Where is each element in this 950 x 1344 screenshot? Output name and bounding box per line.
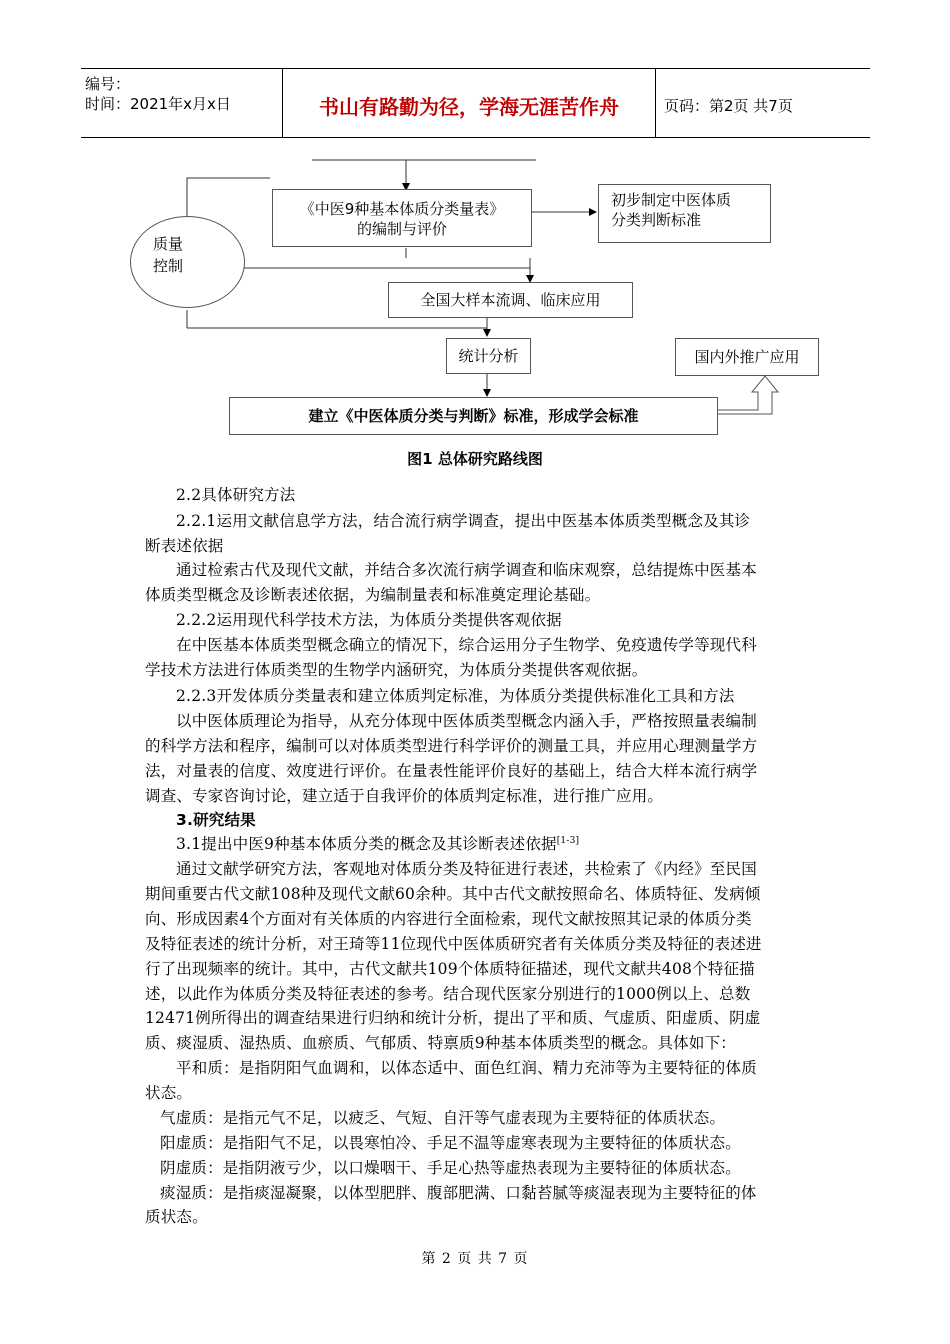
text-line: 状态。 — [145, 1084, 193, 1102]
box-statistics — [446, 338, 531, 374]
page-footer: 第 2 页 共 7 页 — [421, 1251, 529, 1267]
text-line: 断表述依据 — [145, 537, 224, 555]
section-2-2-3-heading: 2.2.3开发体质分类量表和建立体质判定标准，为体质分类提供标准化工具和方法 — [176, 687, 735, 705]
section-3-heading: 3.研究结果 — [176, 811, 256, 829]
section-2-2-2-heading: 2.2.2运用现代科学技术方法，为体质分类提供客观依据 — [176, 611, 562, 629]
box-national-survey — [388, 282, 633, 318]
text-line: 以中医体质理论为指导，从充分体现中医体质类型概念内涵入手，严格按照量表编制 — [176, 712, 757, 730]
text-line: 法，对量表的信度、效度进行评价。在量表性能评价良好的基础上，结合大样本流行病学 — [145, 762, 758, 780]
doc-number-label: 编号： — [85, 75, 131, 93]
text-line: 12471例所得出的调查结果进行归纳和统计分析，提出了平和质、气虚质、阳虚质、阴虚 — [145, 1009, 761, 1027]
doc-date-label: 时间：2021年x月x日 — [85, 95, 231, 113]
box-scale-line1: 《中医9种基本体质分类量表》 — [299, 200, 505, 218]
section-2-2-1-heading: 2.2.1运用文献信息学方法，结合流行病学调查，提出中医基本体质类型概念及其诊 — [176, 512, 751, 530]
text-line: 通过文献学研究方法，客观地对体质分类及特征进行表述，共检索了《内经》至民国 — [176, 860, 757, 878]
text-line: 体质类型概念及诊断表述依据，为编制量表和标准奠定理论基础。 — [145, 586, 601, 604]
box-preliminary-standard — [598, 184, 771, 243]
text-line: 在中医基本体质类型概念确立的情况下，综合运用分子生物学、免疫遗传学等现代科 — [176, 636, 757, 654]
box-prelim-line2: 分类判断标准 — [611, 211, 702, 229]
section-3-1-title: 3.1提出中医9种基本体质分类的概念及其诊断表述依据 — [176, 835, 557, 853]
ellipse-line2: 控制 — [153, 257, 184, 275]
text-line: 气虚质：是指元气不足，以疲乏、气短、自汗等气虚表现为主要特征的体质状态。 — [160, 1109, 726, 1127]
text-line: 通过检索古代及现代文献，并结合多次流行病学调查和临床观察，总结提炼中医基本 — [176, 561, 757, 579]
text-line: 阴虚质：是指阴液亏少，以口燥咽干、手足心热等虚热表现为主要特征的体质状态。 — [160, 1159, 741, 1177]
box-promotion — [675, 338, 819, 376]
section-3-1-heading — [176, 832, 579, 854]
text-line: 及特征表述的统计分析，对王琦等11位现代中医体质研究者有关体质分类及特征的表述进 — [145, 935, 762, 953]
text-line: 述，以此作为体质分类及特征表述的参考。结合现代医家分别进行的1000例以上、总数 — [145, 985, 751, 1003]
text-line: 阳虚质：是指阳气不足，以畏寒怕冷、手足不温等虚寒表现为主要特征的体质状态。 — [160, 1134, 741, 1152]
citation-ref: [1-3] — [556, 835, 580, 846]
text-line: 平和质：是指阴阳气血调和，以体态适中、面色红润、精力充沛等为主要特征的体质 — [176, 1059, 757, 1077]
motto: 书山有路勤为径，学海无涯苦作舟 — [319, 95, 619, 119]
text-line: 学技术方法进行体质类型的生物学内涵研究，为体质分类提供客观依据。 — [145, 661, 648, 679]
figure-caption: 图1 总体研究路线图 — [407, 450, 543, 468]
text-line: 期间重要古代文献108种及现代文献60余种。其中古代文献按照命名、体质特征、发病倾 — [145, 885, 761, 903]
box-scale-line2: 的编制与评价 — [356, 220, 447, 238]
text-line: 的科学方法和程序，编制可以对体质类型进行科学评价的测量工具，并应用心理测量学方 — [145, 737, 758, 755]
box-promote-label: 国内外推广应用 — [694, 348, 800, 366]
box-standard-label: 建立《中医体质分类与判断》标准，形成学会标准 — [308, 407, 639, 425]
box-stats-label: 统计分析 — [458, 347, 519, 365]
text-line: 质状态。 — [145, 1208, 208, 1226]
text-line: 调查、专家咨询讨论，建立适于自我评价的体质判定标准，进行推广应用。 — [145, 787, 664, 805]
text-line: 质、痰湿质、湿热质、血瘀质、气郁质、特禀质9种基本体质类型的概念。具体如下： — [145, 1034, 736, 1052]
box-survey-label: 全国大样本流调、临床应用 — [420, 291, 601, 309]
section-2-2-heading: 2.2具体研究方法 — [176, 486, 296, 504]
text-line: 行了出现频率的统计。其中，古代文献共109个体质特征描述，现代文献共408个特征描 — [145, 960, 755, 978]
text-line: 向、形成因素4个方面对有关体质的内容进行全面检索，现代文献按照其记录的体质分类 — [145, 910, 752, 928]
quality-control-ellipse — [130, 216, 245, 308]
box-scale-development — [272, 189, 532, 247]
page-indicator: 页码：第2页 共7页 — [664, 97, 793, 115]
box-establish-standard — [229, 397, 718, 435]
text-line: 痰湿质：是指痰湿凝聚，以体型肥胖、腹部肥满、口黏苔腻等痰湿表现为主要特征的体 — [160, 1184, 757, 1202]
box-prelim-line1: 初步制定中医体质 — [611, 191, 732, 209]
ellipse-line1: 质量 — [153, 235, 184, 253]
